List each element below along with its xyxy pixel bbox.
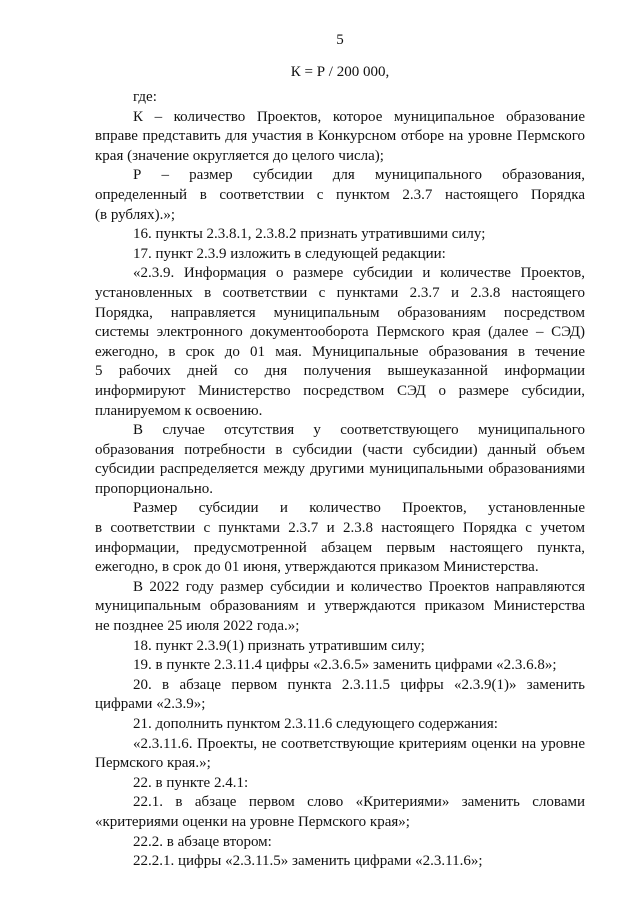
text-line: 18. пункт 2.3.9(1) признать утратившим силу; xyxy=(133,637,425,654)
text-line: «критериями оценки на уровне Пермского края»; xyxy=(95,813,410,830)
definition-k xyxy=(95,108,585,167)
text-line: цифрами «2.3.9»; xyxy=(95,696,206,713)
item-22-1 xyxy=(95,793,585,832)
text-line: 22.1. в абзаце первом слово «Критериями» заменить словами xyxy=(133,794,585,811)
text-line: Порядка, направляется муниципальным образованиям посредством xyxy=(95,304,585,321)
text-line: определенный в соответствии с пунктом 2.3.7 настоящего Порядка xyxy=(95,186,585,203)
quoted-clause-2-3-9-para-2 xyxy=(95,421,585,499)
text-line: «2.3.9. Информация о размере субсидии и количестве Проектов, xyxy=(133,265,585,282)
text-line: информируют Министерство посредством СЭД о размере субсидии, xyxy=(95,382,585,399)
quoted-clause-2-3-9 xyxy=(95,264,585,421)
text-line: ежегодно, в срок до 01 мая. Муниципальные образования в течение xyxy=(95,343,585,360)
text-line: В случае отсутствия у соответствующего муниципального xyxy=(133,422,585,439)
text-line: «2.3.11.6. Проекты, не соответствующие критериям оценки на уровне xyxy=(133,735,585,752)
text-line: К – количество Проектов, которое муниципальное образование xyxy=(133,108,585,125)
item-18 xyxy=(95,637,585,657)
text-line: субсидии распределяется между другими муниципальными образованиями xyxy=(95,461,585,478)
quoted-clause-2-3-9-para-4 xyxy=(95,578,585,637)
item-22 xyxy=(95,774,585,794)
text-line: 22.2.1. цифры «2.3.11.5» заменить цифрами «2.3.11.6»; xyxy=(133,853,483,870)
text-line: 22.2. в абзаце втором: xyxy=(133,833,272,850)
text-line: информации, предусмотренной абзацем первым настоящего пункта, xyxy=(95,539,585,556)
item-16 xyxy=(95,225,585,245)
text-line: Р – размер субсидии для муниципального образования, xyxy=(133,167,585,184)
text-line: не позднее 25 июля 2022 года.»; xyxy=(95,618,300,635)
item-20 xyxy=(95,676,585,715)
text-line: планируемом к освоению. xyxy=(95,402,263,419)
text-line: 5 рабочих дней со дня получения вышеуказанной информации xyxy=(95,363,585,380)
text-line: 20. в абзаце первом пункта 2.3.11.5 цифры «2.3.9(1)» заменить xyxy=(133,676,585,693)
item-19 xyxy=(95,656,585,676)
document-body xyxy=(95,88,585,872)
definition-p xyxy=(95,166,585,225)
text-line: Пермского края.»; xyxy=(95,755,211,772)
text-line: 17. пункт 2.3.9 изложить в следующей редакции: xyxy=(133,245,446,262)
text-line: В 2022 году размер субсидии и количество Проектов направляются xyxy=(133,578,585,595)
text-line: (в рублях).»; xyxy=(95,206,175,223)
item-17 xyxy=(95,245,585,265)
text-line: где: xyxy=(133,89,157,105)
text-line: в соответствии с пунктами 2.3.7 и 2.3.8 настоящего Порядка с учетом xyxy=(95,520,585,537)
quoted-clause-2-3-9-para-3 xyxy=(95,499,585,577)
text-line: образования потребности в субсидии (части субсидии) данный объем xyxy=(95,441,585,458)
text-line: 16. пункты 2.3.8.1, 2.3.8.2 признать утратившими силу; xyxy=(133,226,486,243)
text-line: 22. в пункте 2.4.1: xyxy=(133,774,249,791)
page-number: 5 xyxy=(336,32,344,48)
where-label xyxy=(95,88,585,108)
text-line: вправе представить для участия в Конкурсном отборе на уровне Пермского xyxy=(95,128,585,145)
text-line: системы электронного документооборота Пермского края (далее – СЭД) xyxy=(95,324,585,341)
text-line: 21. дополнить пунктом 2.3.11.6 следующего содержания: xyxy=(133,716,498,732)
item-22-2-1 xyxy=(95,852,585,872)
text-line: ежегодно, в срок до 01 июня, утверждаются приказом Министерства. xyxy=(95,559,539,576)
item-21 xyxy=(95,715,585,735)
formula: К = Р / 200 000, xyxy=(290,64,390,80)
text-line: края (значение округляется до целого числа); xyxy=(95,147,384,164)
text-line: муниципальным образованиям и утверждаются приказом Министерства xyxy=(95,598,585,615)
text-line: 19. в пункте 2.3.11.4 цифры «2.3.6.5» заменить цифрами «2.3.6.8»; xyxy=(133,657,557,674)
text-line: установленных в соответствии с пунктами 2.3.7 и 2.3.8 настоящего xyxy=(95,284,585,301)
text-line: пропорционально. xyxy=(95,480,214,497)
text-line: Размер субсидии и количество Проектов, установленные xyxy=(133,500,585,517)
quoted-clause-2-3-11-6 xyxy=(95,735,585,774)
item-22-2 xyxy=(95,833,585,853)
